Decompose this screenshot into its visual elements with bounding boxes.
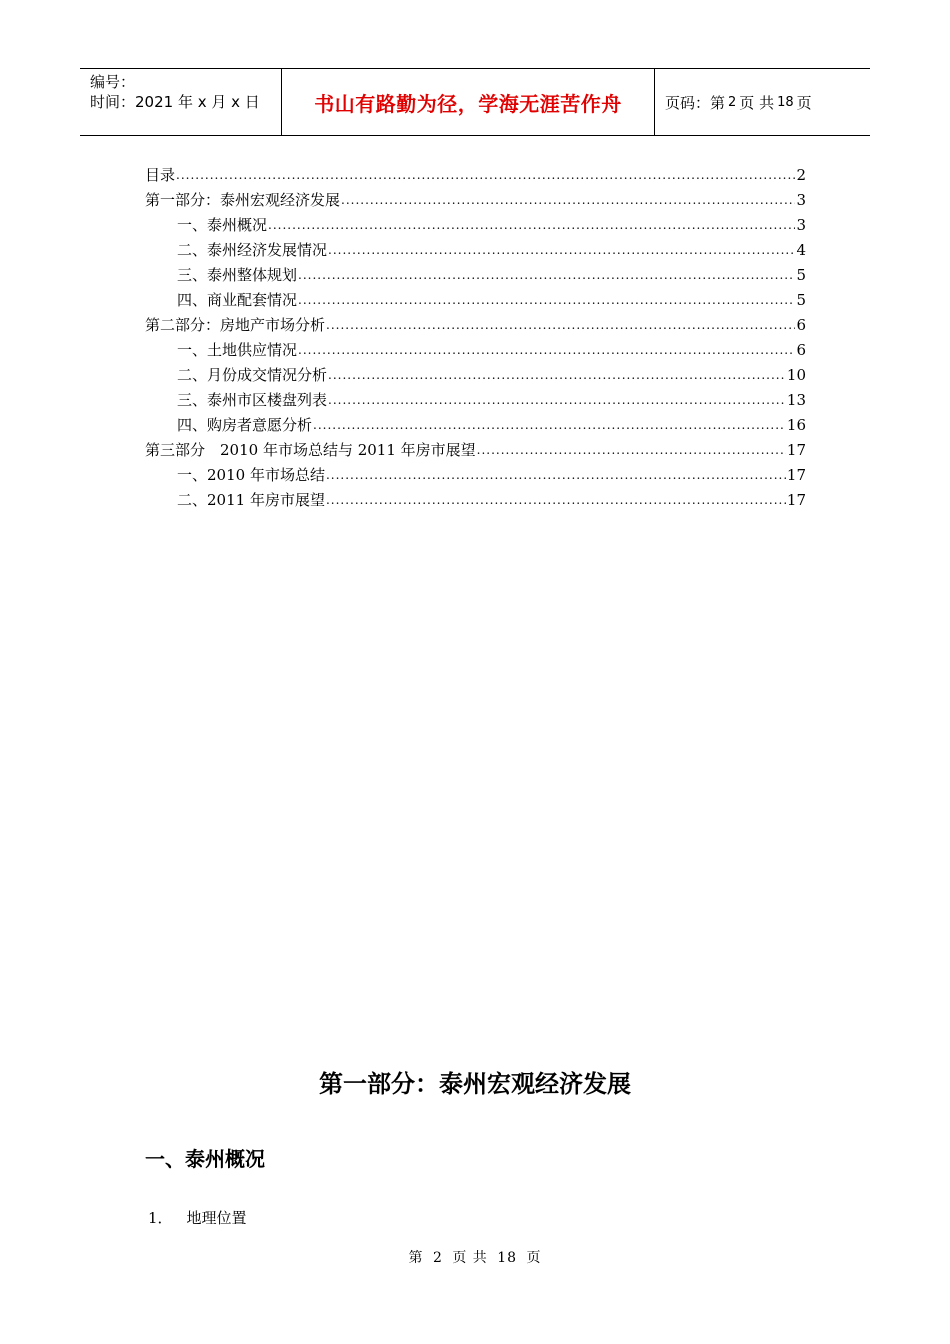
toc-dot-leader xyxy=(477,440,786,460)
toc-entry-text: 三、泰州整体规划 xyxy=(177,266,298,284)
toc-page-number: 2 xyxy=(796,166,806,184)
toc-entry[interactable] xyxy=(145,360,806,385)
toc-dot-leader xyxy=(326,465,786,485)
footer-mid: 页 共 xyxy=(452,1250,488,1266)
toc-entry[interactable] xyxy=(145,185,806,210)
toc-entry[interactable] xyxy=(145,160,806,185)
toc-page-number: 4 xyxy=(796,241,806,259)
toc-entry[interactable] xyxy=(145,385,806,410)
toc-dot-leader xyxy=(328,365,786,385)
toc-dot-leader xyxy=(268,215,795,235)
toc-entry-text: 目录 xyxy=(145,166,176,184)
footer-suffix: 页 xyxy=(526,1250,542,1266)
header-page-total: 18 xyxy=(777,94,794,110)
toc-page-number: 10 xyxy=(786,366,806,384)
part-title: 第一部分：泰州宏观经济发展 xyxy=(319,1069,631,1098)
toc-entry-text: 一、土地供应情况 xyxy=(177,341,298,359)
toc-page-number: 6 xyxy=(796,341,806,359)
footer-prefix: 第 xyxy=(408,1250,424,1266)
toc-dot-leader xyxy=(298,265,795,285)
toc-page-number: 3 xyxy=(796,191,806,209)
toc-entry-text: 第三部分 2010 年市场总结与 2011 年房市展望 xyxy=(145,441,476,459)
toc-page-number: 3 xyxy=(796,216,806,234)
toc-dot-leader xyxy=(298,290,795,310)
header-page-suffix: 页 xyxy=(796,93,812,112)
header-page-mid: 页 共 xyxy=(739,93,775,112)
table-of-contents xyxy=(145,160,806,510)
toc-entry[interactable] xyxy=(145,435,806,460)
toc-dot-leader xyxy=(328,390,786,410)
toc-page-number: 17 xyxy=(786,466,806,484)
toc-dot-leader xyxy=(328,240,795,260)
header-page-num: 2 xyxy=(728,94,737,110)
header-meta xyxy=(80,69,282,135)
toc-dot-leader xyxy=(341,190,795,210)
toc-entry[interactable] xyxy=(145,210,806,235)
header-motto: 书山有路勤为径，学海无涯苦作舟 xyxy=(314,91,622,116)
page-footer xyxy=(0,1247,950,1267)
toc-entry-text: 二、泰州经济发展情况 xyxy=(177,241,328,259)
toc-dot-leader xyxy=(176,165,795,185)
toc-entry-text: 第二部分：房地产市场分析 xyxy=(145,316,326,334)
footer-page: 2 xyxy=(432,1250,443,1266)
toc-entry[interactable] xyxy=(145,235,806,260)
toc-entry-text: 四、购房者意愿分析 xyxy=(177,416,313,434)
toc-page-number: 5 xyxy=(796,266,806,284)
toc-page-number: 13 xyxy=(786,391,806,409)
toc-entry[interactable] xyxy=(145,285,806,310)
toc-entry[interactable] xyxy=(145,410,806,435)
subsection-number: 1． xyxy=(148,1209,173,1227)
toc-dot-leader xyxy=(326,490,786,510)
toc-entry-text: 四、商业配套情况 xyxy=(177,291,298,309)
toc-page-number: 17 xyxy=(786,491,806,509)
toc-entry-text: 一、泰州概况 xyxy=(177,216,268,234)
toc-page-number: 17 xyxy=(786,441,806,459)
toc-entry[interactable] xyxy=(145,485,806,510)
toc-entry-text: 二、月份成交情况分析 xyxy=(177,366,328,384)
toc-page-number: 6 xyxy=(796,316,806,334)
section-title: 一、泰州概况 xyxy=(145,1147,265,1171)
subsection-text: 地理位置 xyxy=(186,1209,247,1227)
toc-entry-text: 一、2010 年市场总结 xyxy=(177,466,325,484)
toc-dot-leader xyxy=(326,315,795,335)
page-header xyxy=(80,68,870,136)
toc-page-number: 16 xyxy=(786,416,806,434)
toc-page-number: 5 xyxy=(796,291,806,309)
toc-entry-text: 三、泰州市区楼盘列表 xyxy=(177,391,328,409)
toc-entry[interactable] xyxy=(145,335,806,360)
subsection-item xyxy=(148,1207,247,1228)
footer-total: 18 xyxy=(497,1250,518,1266)
header-page-info xyxy=(655,69,870,135)
toc-entry[interactable] xyxy=(145,310,806,335)
toc-dot-leader xyxy=(313,415,786,435)
toc-entry[interactable] xyxy=(145,260,806,285)
header-motto-cell xyxy=(282,69,655,135)
toc-entry-text: 第一部分：泰州宏观经济发展 xyxy=(145,191,341,209)
toc-entry-text: 二、2011 年房市展望 xyxy=(177,491,325,509)
header-page-prefix: 页码：第 xyxy=(665,93,726,112)
toc-dot-leader xyxy=(298,340,795,360)
header-date: 时间：2021 年 x 月 x 日 xyxy=(90,93,260,111)
toc-entry[interactable] xyxy=(145,460,806,485)
header-serial: 编号： xyxy=(90,73,136,91)
